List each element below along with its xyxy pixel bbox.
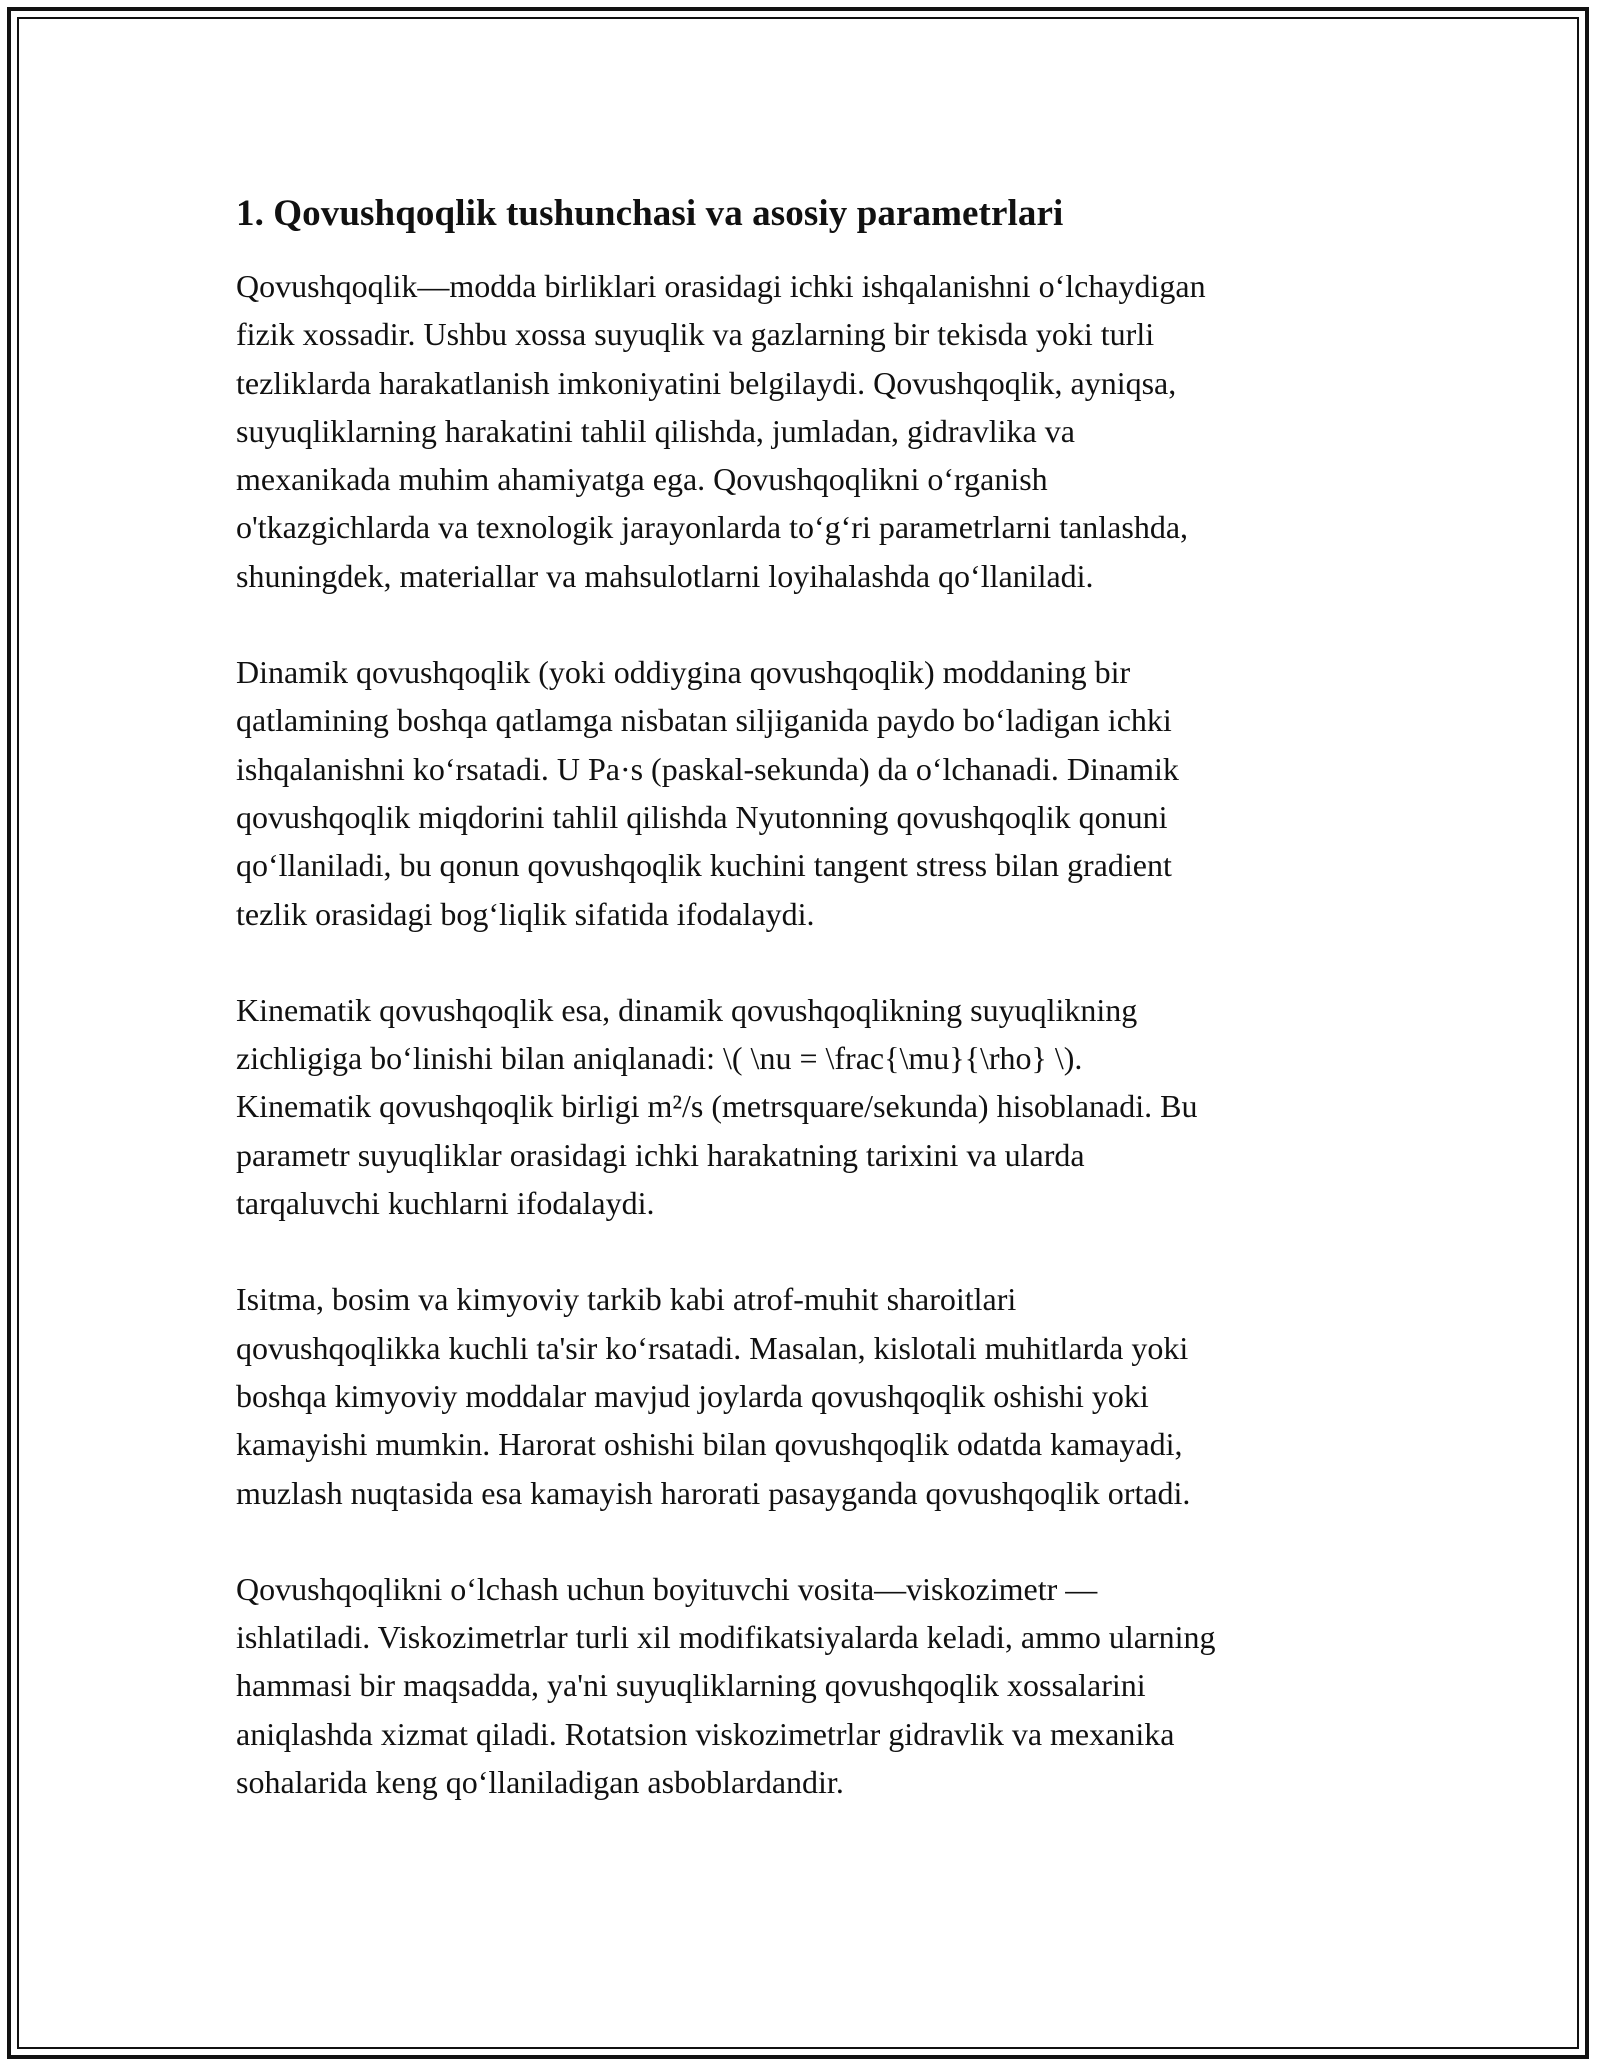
text-line: mexanikada muhim ahamiyatga ega. Qovushqoqlikni o‘rganish	[236, 461, 1048, 498]
text-line: boshqa kimyoviy moddalar mavjud joylarda qovushqoqlik oshishi yoki	[236, 1377, 1149, 1414]
text-line: qatlamining boshqa qatlamga nisbatan siljiganida paydo bo‘ladigan ichki	[236, 702, 1172, 739]
text-line: shuningdek, materiallar va mahsulotlarni loyihalashda qo‘llaniladi.	[236, 557, 1094, 594]
text-line: muzlash nuqtasida esa kamayish harorati pasayganda qovushqoqlik ortadi.	[236, 1474, 1191, 1511]
text-line: fizik xossadir. Ushbu xossa suyuqlik va gazlarning bir tekisda yoki turli	[236, 316, 1155, 353]
section-heading: 1. Qovushqoqlik tushunchasi va asosiy parametrlari	[236, 193, 1064, 234]
paragraph-kinematic-viscosity	[236, 986, 1376, 1227]
text-line: qo‘llaniladi, bu qonun qovushqoqlik kuchini tangent stress bilan gradient	[236, 847, 1172, 884]
text-line: tarqaluvchi kuchlarni ifodalaydi.	[236, 1185, 655, 1222]
paragraph-environment-effects	[236, 1275, 1376, 1516]
text-line: kamayishi mumkin. Harorat oshishi bilan qovushqoqlik odatda kamayadi,	[236, 1426, 1183, 1463]
text-line: hammasi bir maqsadda, ya'ni suyuqliklarning qovushqoqlik xossalarini	[236, 1667, 1146, 1704]
text-line: tezlik orasidagi bog‘liqlik sifatida ifodalaydi.	[236, 895, 815, 932]
text-line: qovushqoqlikka kuchli ta'sir ko‘rsatadi. Masalan, kislotali muhitlarda yoki	[236, 1329, 1189, 1366]
text-line: o'tkazgichlarda va texnologik jarayonlarda to‘g‘ri parametrlarni tanlashda,	[236, 509, 1189, 546]
text-line: ishlatiladi. Viskozimetrlar turli xil modifikatsiyalarda keladi, ammo ularning	[236, 1619, 1216, 1656]
paragraph-dynamic-viscosity	[236, 648, 1376, 938]
paragraph-viscometer	[236, 1565, 1376, 1806]
text-line: qovushqoqlik miqdorini tahlil qilishda Nyutonning qovushqoqlik qonuni	[236, 798, 1168, 835]
text-line: ishqalanishni ko‘rsatadi. U Pa·s (paskal-sekunda) da o‘lchanadi. Dinamik	[236, 750, 1179, 787]
text-line: parametr suyuqliklar orasidagi ichki harakatning tarixini va ularda	[236, 1136, 1085, 1173]
text-line: Qovushqoqlikni o‘lchash uchun boyituvchi vosita—viskozimetr —	[236, 1570, 1098, 1607]
text-line: Kinematik qovushqoqlik birligi m²/s (metrsquare/sekunda) hisoblanadi. Bu	[236, 1088, 1198, 1125]
text-line: Kinematik qovushqoqlik esa, dinamik qovushqoqlikning suyuqlikning	[236, 991, 1138, 1028]
text-line: zichligiga bo‘linishi bilan aniqlanadi: \( \nu = \frac{\mu}{\rho} \).	[236, 1040, 1083, 1077]
text-line: sohalarida keng qo‘llaniladigan asboblardandir.	[236, 1764, 844, 1801]
text-line: Isitma, bosim va kimyoviy tarkib kabi atrof-muhit sharoitlari	[236, 1281, 1017, 1318]
text-line: tezliklarda harakatlanish imkoniyatini belgilaydi. Qovushqoqlik, ayniqsa,	[236, 364, 1177, 401]
text-line: suyuqliklarning harakatini tahlil qilishda, jumladan, gidravlika va	[236, 412, 1075, 449]
paragraph-definition	[236, 262, 1376, 600]
document-body	[236, 190, 1376, 1854]
text-line: aniqlashda xizmat qiladi. Rotatsion viskozimetrlar gidravlik va mexanika	[236, 1715, 1175, 1752]
text-line: Qovushqoqlik—modda birliklari orasidagi ichki ishqalanishni o‘lchaydigan	[236, 268, 1206, 304]
text-line: Dinamik qovushqoqlik (yoki oddiygina qovushqoqlik) moddaning bir	[236, 654, 1131, 691]
